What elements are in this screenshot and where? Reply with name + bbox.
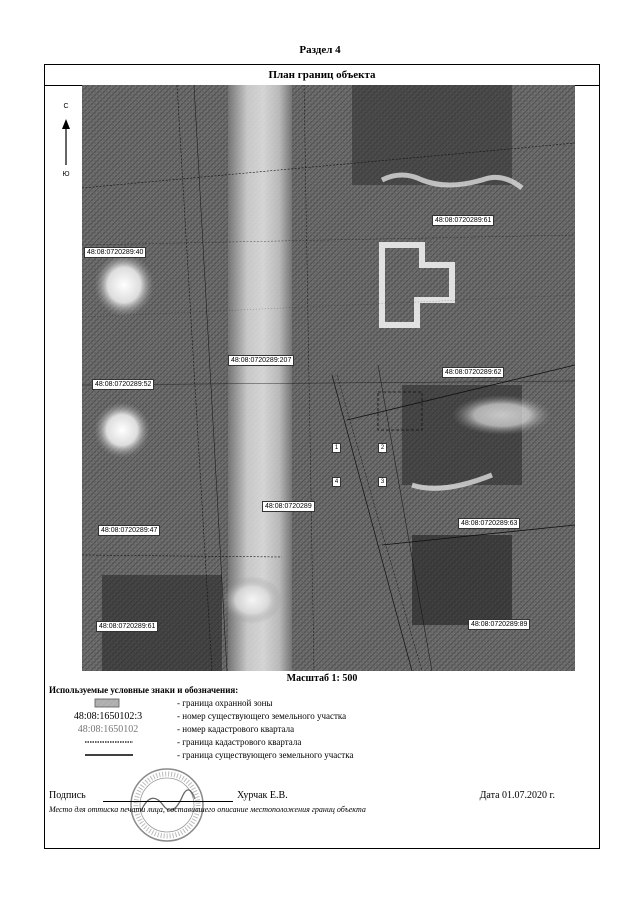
legend-item — [49, 710, 569, 723]
map-label: 48:08:0720289:52 — [92, 379, 154, 390]
map-label: 48:08:0720289:63 — [458, 518, 520, 529]
map-scale: Масштаб 1: 500 — [286, 673, 358, 684]
stamp-caption: Место для оттиска печати лица, составившего описание местоположения границ объекта — [49, 805, 366, 814]
frame-header: План границ объекта — [45, 65, 599, 86]
boundary-point: 1 — [332, 443, 341, 453]
signature-date: Дата 01.07.2020 г. — [479, 790, 555, 801]
legend-desc: - граница охранной зоны — [177, 698, 273, 708]
legend-desc: - номер кадастрового квартала — [177, 724, 295, 734]
parcel-number-sample: 48:08:1650102:3 — [73, 711, 143, 722]
north-arrow-icon — [57, 103, 75, 183]
map-label: 48:08:0720289:61 — [432, 215, 494, 226]
signer-name: Хурчак Е.В. — [237, 790, 288, 801]
aerial-map — [82, 85, 575, 671]
parcel-boundary-line-icon — [49, 749, 167, 762]
signature-line — [103, 801, 233, 802]
quarter-number-sample: 48:08:1650102 — [77, 724, 139, 735]
legend-item — [49, 723, 569, 736]
legend-desc: - номер существующего земельного участка — [177, 711, 347, 721]
legend-desc: - граница кадастрового квартала — [177, 737, 302, 747]
boundary-point: 3 — [378, 477, 387, 487]
boundary-point: 4 — [332, 477, 341, 487]
section-title: Раздел 4 — [299, 44, 341, 56]
legend-item — [49, 697, 569, 710]
map-label: 48:08:0720289 — [262, 501, 315, 512]
map-label: 48:08:0720289:61 — [96, 621, 158, 632]
map-label: 48:08:0720289:47 — [98, 525, 160, 536]
south-label: Ю — [62, 171, 70, 178]
map-label: 48:08:0720289:89 — [468, 619, 530, 630]
quarter-boundary-line-icon — [49, 736, 167, 749]
map-label: 48:08:0720289:62 — [442, 367, 504, 378]
legend-item — [49, 749, 569, 762]
legend-item — [49, 736, 569, 749]
signature-row — [49, 790, 595, 804]
map-label: 48:08:0720289:40 — [84, 247, 146, 258]
legend-desc: - граница существующего земельного участка — [177, 750, 354, 760]
protection-zone-symbol-icon — [49, 697, 167, 710]
north-label: С — [63, 103, 69, 110]
boundary-point: 2 — [378, 443, 387, 453]
document-frame — [44, 64, 600, 849]
signature-label: Подпись — [49, 790, 86, 801]
map-label: 48:08:0720289:207 — [228, 355, 294, 366]
legend-title: Используемые условные знаки и обозначения: — [49, 685, 239, 695]
